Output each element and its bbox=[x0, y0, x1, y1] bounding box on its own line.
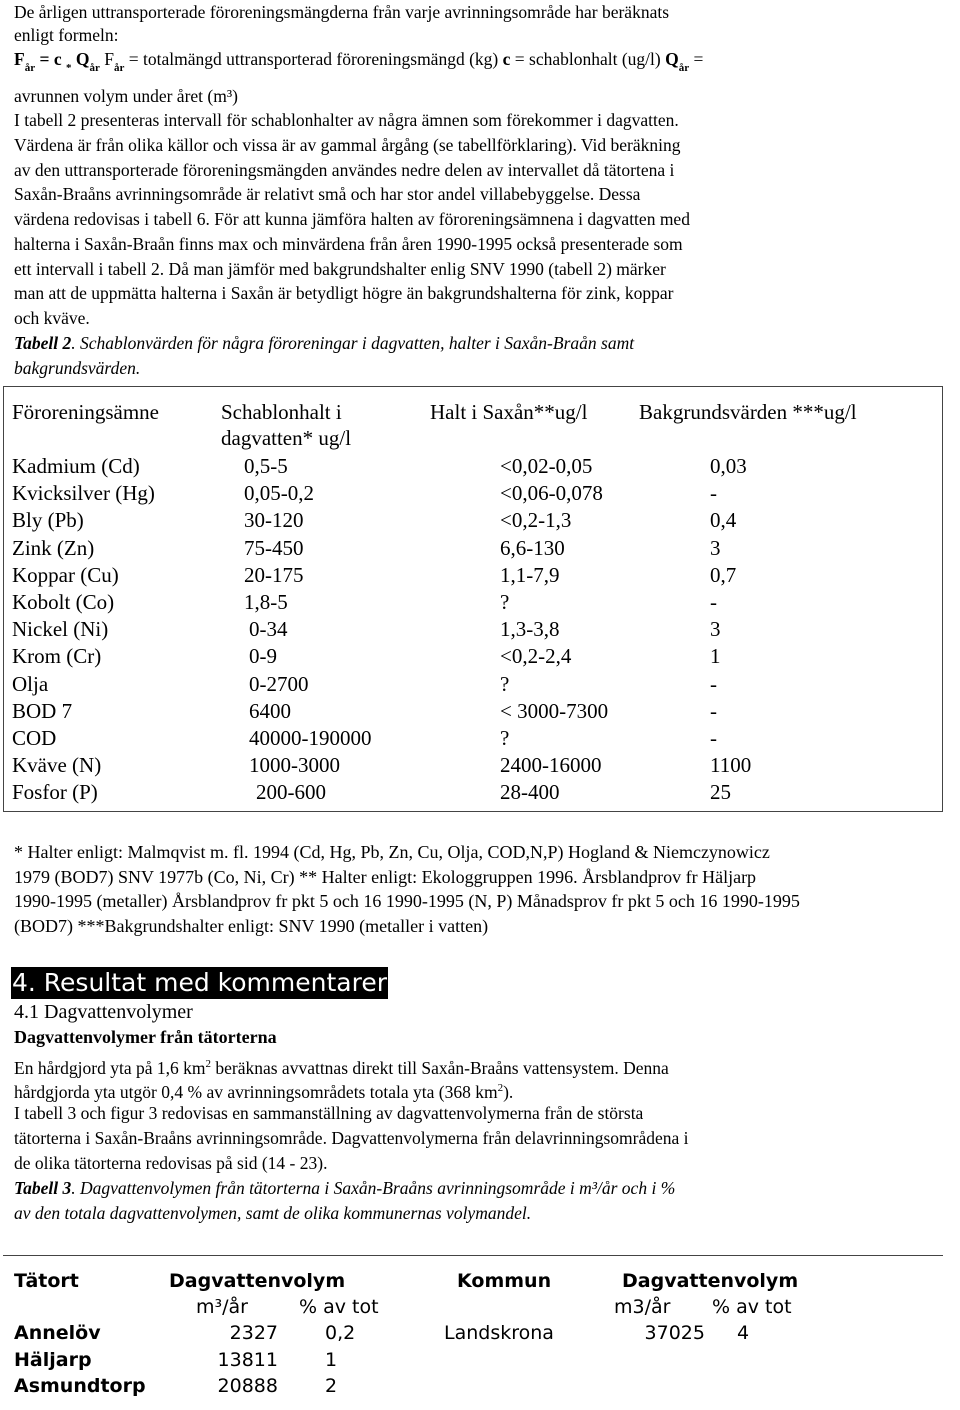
table2-cell: 75-450 bbox=[244, 535, 304, 560]
table2-cell: 6,6-130 bbox=[500, 535, 565, 560]
table2-cell: Krom (Cr) bbox=[12, 644, 102, 669]
table3-cell-kommun: Landskrona bbox=[444, 1322, 554, 1344]
intro-line: enligt formeln: bbox=[14, 25, 119, 45]
table2-cell: Olja bbox=[12, 671, 49, 696]
table2-cell: 0,03 bbox=[710, 454, 747, 478]
table3-header-kommun: Kommun bbox=[457, 1270, 552, 1292]
table3-top-border bbox=[3, 1255, 943, 1256]
table3-caption: av den totala dagvattenvolymen, samt de olika kommunernas volymandel. bbox=[14, 1203, 532, 1223]
table2-cell: 0-34 bbox=[249, 617, 288, 642]
table3-cell-kpct: 4 bbox=[737, 1322, 750, 1344]
table2-cell: 3 bbox=[710, 617, 721, 642]
section-heading: 4. Resultat med kommentarer bbox=[12, 968, 387, 997]
table2-cell: - bbox=[710, 726, 717, 750]
table2-cell: 1,3-3,8 bbox=[500, 617, 560, 642]
table2 bbox=[3, 386, 943, 812]
table3-subheader: m3/år bbox=[614, 1296, 671, 1318]
table3-cell-pct: 1 bbox=[325, 1348, 338, 1371]
intro-line: Saxån-Braåns avrinningsområde är relativt små och har stor andel villabebyggelse. Dessa bbox=[14, 184, 641, 204]
table2-cell: 0,7 bbox=[710, 562, 737, 587]
table2-cell: 0-2700 bbox=[249, 671, 309, 696]
table2-cell: ? bbox=[500, 726, 510, 750]
table2-cell: 0-9 bbox=[249, 644, 277, 669]
table2-cell: - bbox=[710, 698, 717, 723]
table2-cell: 0,4 bbox=[710, 508, 737, 533]
table3-header-kommun-volume: Dagvattenvolym bbox=[622, 1270, 799, 1292]
table2-caption: bakgrundsvärden. bbox=[14, 358, 141, 378]
table2-header-schablon: dagvatten* ug/l bbox=[221, 426, 352, 450]
table2-cell: 0,5-5 bbox=[244, 454, 288, 478]
table2-cell: 40000-190000 bbox=[249, 726, 372, 750]
table2-cell: 1000-3000 bbox=[249, 753, 340, 778]
table2-header-substance: Föroreningsämne bbox=[12, 400, 159, 424]
table2-cell: - bbox=[710, 590, 717, 614]
table2-cell: 6400 bbox=[249, 698, 291, 723]
table2-cell: Kobolt (Co) bbox=[12, 590, 115, 614]
section-paragraph-line: de olika tätorterna redovisas på sid (14 - 23). bbox=[14, 1153, 328, 1173]
table2-cell: Fosfor (P) bbox=[12, 780, 98, 805]
table3-header-tatort: Tätort bbox=[14, 1270, 79, 1292]
table3-header-volume: Dagvattenvolym bbox=[169, 1270, 346, 1292]
table3-cell-tatort: Asmundtorp bbox=[14, 1375, 146, 1397]
table2-cell: Kvicksilver (Hg) bbox=[12, 481, 155, 506]
table2-header-saxan: Halt i Saxån**ug/l bbox=[430, 400, 588, 424]
intro-line: Värdena är från olika källor och vissa är av gammal årgång (se tabellförklaring). Vid beräkning bbox=[14, 135, 681, 155]
table2-cell: ? bbox=[500, 671, 510, 696]
intro-line: värdena redovisas i tabell 6. För att kunna jämföra halten av föroreningsämnena i dagvatten med bbox=[14, 209, 690, 229]
table3-cell-tatort: Häljarp bbox=[14, 1348, 92, 1371]
intro-line: av den uttransporterade föroreningsmängden användes nedre delen av intervallet då tätortena i bbox=[14, 160, 675, 180]
table2-caption: Tabell 2. Schablonvärden för några föroreningar i dagvatten, halter i Saxån-Braån samt bbox=[14, 333, 635, 353]
table2-cell: <0,2-2,4 bbox=[500, 644, 572, 669]
intro-line: De årligen uttransporterade föroreningsmängderna från varje avrinningsområde har beräknats bbox=[14, 2, 670, 22]
table2-cell: <0,06-0,078 bbox=[500, 481, 603, 506]
footnote-line: 1990-1995 (metaller) Årsblandprov fr pkt 5 och 16 1990-1995 (N, P) Månadsprov fr pkt 5 och 16 1990-1995 bbox=[14, 891, 800, 911]
table2-cell: 25 bbox=[710, 780, 731, 805]
table2-cell: Bly (Pb) bbox=[12, 508, 84, 533]
table2-cell: 1 bbox=[710, 644, 721, 669]
intro-line: I tabell 2 presenteras intervall för schablonhalter av några ämnen som förekommer i dagvatten. bbox=[14, 110, 679, 130]
table3-cell-tatort: Annelöv bbox=[14, 1322, 101, 1344]
table2-cell: ? bbox=[500, 590, 510, 614]
table2-cell: 1,8-5 bbox=[244, 590, 288, 614]
table2-header-background: Bakgrundsvärden ***ug/l bbox=[639, 400, 857, 424]
table2-cell: 28-400 bbox=[500, 780, 560, 805]
table2-cell: 3 bbox=[710, 535, 721, 560]
section-paragraph-line: hårdgjorda yta utgör 0,4 % av avrinningsområdets totala yta (368 $km^2$). bbox=[14, 1081, 514, 1102]
table2-cell: < 3000-7300 bbox=[500, 698, 609, 723]
table2-cell: 1,1-7,9 bbox=[500, 562, 560, 587]
section-paragraph-line: tätorterna i Saxån-Braåns avrinningsområde. Dagvattenvolymerna från delavrinningsområdena i bbox=[14, 1128, 689, 1148]
table2-cell: 0,05-0,2 bbox=[244, 481, 314, 506]
intro-line: man att de uppmätta halterna i Saxån är betydligt högre än bakgrundshalterna för zink, koppar bbox=[14, 283, 674, 303]
table3-cell-pct: 0,2 bbox=[325, 1322, 356, 1344]
intro-line: halterna i Saxån-Braån finns max och minvärdena från åren 1990-1995 också presenterade som bbox=[14, 234, 683, 254]
table2-cell: COD bbox=[12, 726, 57, 750]
section-subheading: 4.1 Dagvattenvolymer bbox=[14, 1001, 193, 1023]
table2-cell: 200-600 bbox=[256, 780, 326, 805]
table2-cell: Nickel (Ni) bbox=[12, 617, 109, 642]
table2-cell: 30-120 bbox=[244, 508, 304, 533]
table2-cell: - bbox=[710, 481, 717, 506]
table3-cell-vol: 13811 bbox=[217, 1348, 278, 1371]
table2-cell: Zink (Zn) bbox=[12, 535, 95, 560]
table3-caption: Tabell 3. Dagvattenvolymen från tätorterna i Saxån-Braåns avrinningsområde i m³/år och i % bbox=[14, 1178, 676, 1198]
bold-heading: Dagvattenvolymer från tätorterna bbox=[14, 1027, 277, 1047]
table2-cell: 1100 bbox=[710, 753, 752, 778]
table2-cell: BOD 7 bbox=[12, 698, 73, 723]
intro-line: ett intervall i tabell 2. Då man jämför med bakgrundshalter enlig SNV 1990 (tabell 2) märker bbox=[14, 259, 666, 279]
footnote-line: (BOD7) ***Bakgrundshalter enligt: SNV 1990 (metaller i vatten) bbox=[14, 916, 489, 936]
table2-header-schablon: Schablonhalt i bbox=[221, 400, 342, 424]
table2-cell: Kadmium (Cd) bbox=[12, 454, 140, 478]
table3-cell-pct: 2 bbox=[325, 1375, 338, 1397]
section-paragraph-line: En hårdgjord yta på 1,6 $km^2$ beräknas avvattnas direkt till Saxån-Braåns vattensystem. Denna bbox=[14, 1057, 669, 1078]
footnote-line: * Halter enligt: Malmqvist m. fl. 1994 (Cd, Hg, Pb, Zn, Cu, Olja, COD,N,P) Hogland & Niemczynowicz bbox=[14, 842, 770, 862]
formula-F: F bbox=[14, 49, 25, 69]
table2-cell: 20-175 bbox=[244, 562, 304, 587]
table2-cell: Koppar (Cu) bbox=[12, 562, 119, 587]
section-paragraph-line: I tabell 3 och figur 3 redovisas en sammanställning av dagvattenvolymerna från de största bbox=[14, 1103, 644, 1123]
table2-cell: - bbox=[710, 671, 717, 696]
table3-cell-kvol: 37025 bbox=[644, 1322, 705, 1344]
table3-subheader: % av tot bbox=[299, 1296, 379, 1318]
table2-cell: <0,02-0,05 bbox=[500, 454, 593, 478]
table3-subheader: m³/år bbox=[196, 1296, 248, 1318]
formula-line: $F_{år} = c$ $_*$ $Q_{år}$ $F_{år}$ = totalmängd uttransporterad föroreningsmängd (kg) c = schablonhalt (ug/l) $Q_{år}$ = bbox=[14, 49, 704, 74]
table3-cell-vol: 2327 bbox=[229, 1322, 278, 1344]
table2-cell: <0,2-1,3 bbox=[500, 508, 572, 533]
table2-cell: Kväve (N) bbox=[12, 753, 102, 778]
intro-line: avrunnen volym under året (m³) bbox=[14, 86, 238, 106]
table3-cell-vol: 20888 bbox=[217, 1375, 278, 1397]
table2-cell: 2400-16000 bbox=[500, 753, 602, 778]
footnote-line: 1979 (BOD7) SNV 1977b (Co, Ni, Cr) ** Halter enligt: Ekologgruppen 1996. Årsblandprov fr Häljarp bbox=[14, 867, 757, 887]
table3-subheader: % av tot bbox=[712, 1296, 792, 1318]
intro-line: och kväve. bbox=[14, 308, 90, 328]
